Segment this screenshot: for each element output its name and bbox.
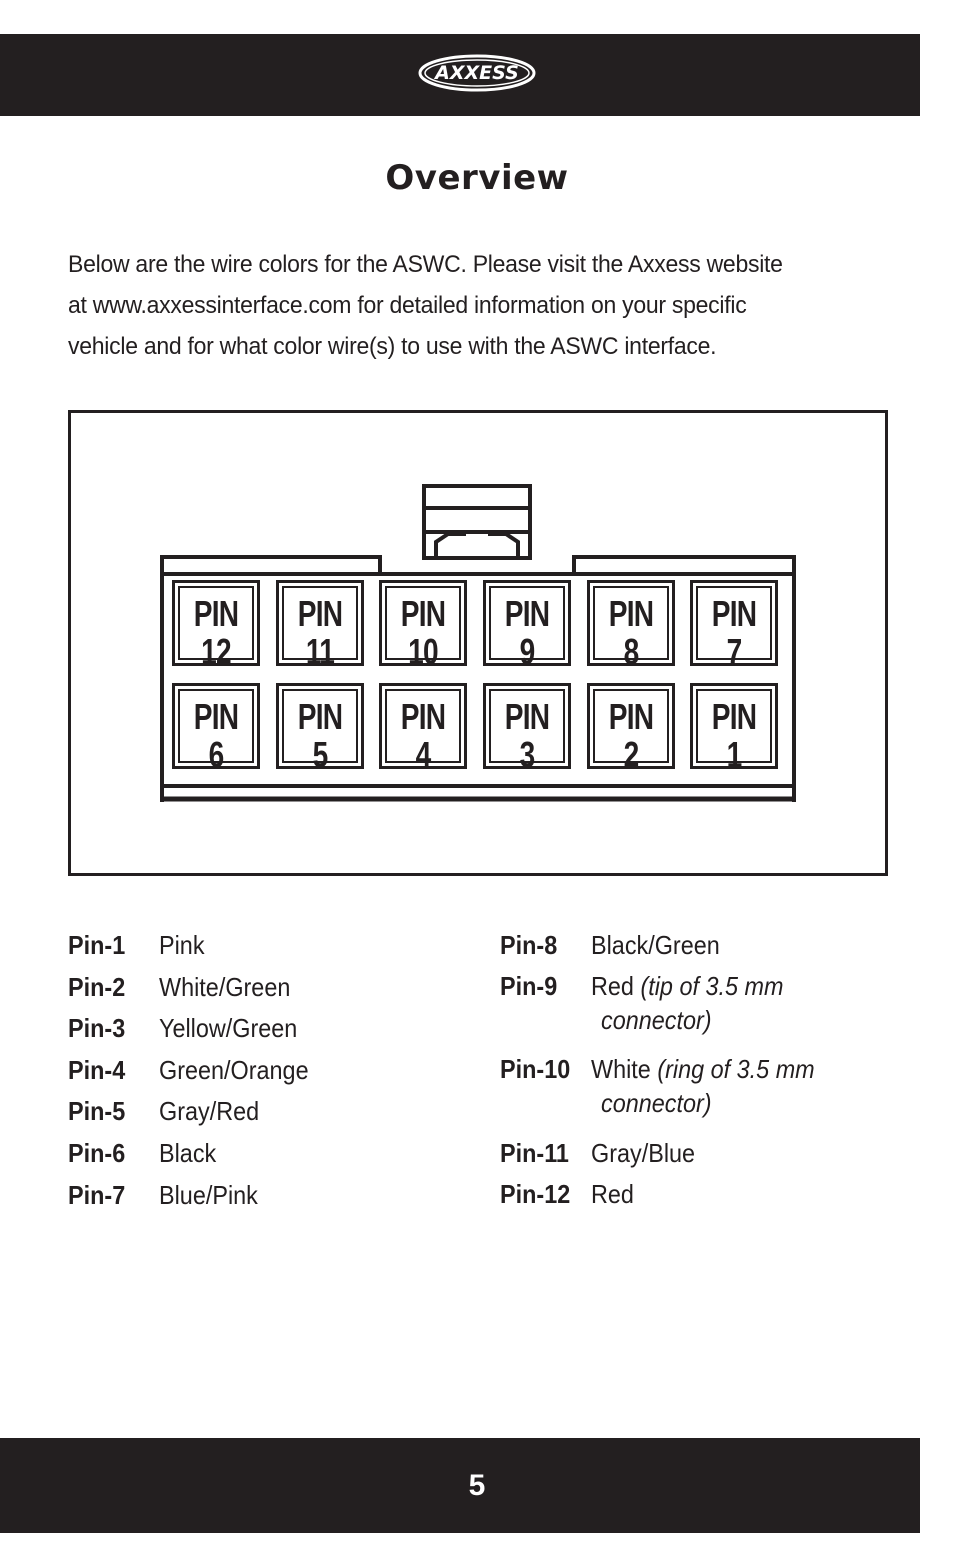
logo-text: AXXESS: [435, 62, 519, 84]
pin-cell: [690, 580, 778, 672]
pin-number: 2: [623, 734, 639, 775]
pin-cell-inner: [178, 689, 254, 775]
pin-number: 8: [623, 631, 639, 672]
pin-color: [591, 971, 783, 1002]
pin-cell-inner: [489, 586, 565, 672]
pin-color-text: Red: [591, 971, 634, 1001]
pin-number: 10: [408, 631, 438, 672]
pin-number: 4: [415, 734, 431, 775]
pin-color-text: White: [591, 1054, 651, 1084]
pin-cell: [379, 683, 467, 775]
pin-note: (tip of 3.5 mm: [640, 971, 784, 1001]
intro-line-2: at www.axxessinterface.com for detailed information on your specific: [68, 292, 747, 319]
pin-cell-inner: [178, 586, 254, 672]
pin-cell-inner: [385, 689, 461, 775]
pin-note-continued: connector): [601, 1005, 712, 1035]
pin-label: Pin-2: [68, 972, 126, 1002]
pin-number: 6: [208, 734, 224, 775]
pin-word: PIN: [504, 696, 550, 737]
pin-word: PIN: [608, 696, 654, 737]
pin-cell-inner: [282, 586, 358, 672]
pin-word: PIN: [297, 696, 343, 737]
pin-color: Pink: [159, 930, 205, 960]
pin-number: 12: [201, 631, 231, 672]
pin-color: Black/Green: [591, 930, 720, 960]
pin-cell: [690, 683, 778, 775]
pin-cell: [276, 580, 364, 672]
pin-cell-inner: [593, 689, 669, 775]
pin-cell: [483, 580, 571, 672]
pin-color: Yellow/Green: [159, 1013, 298, 1043]
pin-cell: [276, 683, 364, 775]
pin-cell: [379, 580, 467, 672]
pin-label: Pin-6: [68, 1138, 126, 1168]
pin-word: PIN: [193, 593, 239, 634]
pin-label: Pin-7: [68, 1180, 126, 1210]
intro-line-3: vehicle and for what color wire(s) to use with the ASWC interface.: [68, 333, 717, 360]
pin-color: Gray/Red: [159, 1096, 260, 1126]
pin-word: PIN: [711, 696, 757, 737]
pin-word: PIN: [400, 593, 446, 634]
pin-list-right: [500, 930, 900, 1230]
page-title: Overview: [385, 158, 569, 198]
pin-word: PIN: [297, 593, 343, 634]
intro-paragraph: [68, 244, 839, 367]
pin-word: PIN: [400, 696, 446, 737]
pin-word: PIN: [504, 593, 550, 634]
footer-bar: [0, 1438, 920, 1533]
pin-cell-inner: [489, 689, 565, 775]
axxess-logo: [417, 53, 537, 93]
pin-color: White/Green: [159, 972, 291, 1002]
pin-label: Pin-5: [68, 1096, 126, 1126]
pin-label: Pin-1: [68, 930, 126, 960]
pin-color: Red: [591, 1179, 634, 1209]
pin-color: Blue/Pink: [159, 1180, 258, 1210]
pin-cell-inner: [696, 689, 772, 775]
pin-color: Gray/Blue: [591, 1138, 696, 1168]
page-number: 5: [468, 1469, 486, 1502]
pin-note-continued: connector): [601, 1088, 712, 1118]
pin-color: Green/Orange: [159, 1055, 309, 1085]
pin-color: [591, 1054, 815, 1085]
pin-word: PIN: [193, 696, 239, 737]
pin-label: Pin-9: [500, 971, 558, 1001]
pin-cell: [483, 683, 571, 775]
pin-number: 11: [305, 631, 335, 672]
intro-line-1: Below are the wire colors for the ASWC. Please visit the Axxess website: [68, 251, 783, 278]
pin-label: Pin-8: [500, 930, 558, 960]
pin-number: 7: [726, 631, 742, 672]
pin-number: 1: [726, 734, 742, 775]
pin-cell-inner: [385, 586, 461, 672]
pin-label: Pin-10: [500, 1054, 571, 1084]
pin-color: Black: [159, 1138, 217, 1168]
pin-number: 5: [312, 734, 328, 775]
pin-note: (ring of 3.5 mm: [657, 1054, 815, 1084]
pin-word: PIN: [711, 593, 757, 634]
pin-cell: [172, 683, 260, 775]
pin-cell-inner: [696, 586, 772, 672]
header-bar: [0, 34, 920, 116]
pin-number: 3: [519, 734, 535, 775]
pin-label: Pin-12: [500, 1179, 571, 1209]
pin-list-left: [68, 930, 488, 1230]
pin-cell-inner: [282, 689, 358, 775]
pin-cell: [587, 683, 675, 775]
pin-label: Pin-11: [500, 1138, 569, 1168]
pin-word: PIN: [608, 593, 654, 634]
pin-label: Pin-4: [68, 1055, 126, 1085]
pin-label: Pin-3: [68, 1013, 126, 1043]
pin-cell-inner: [593, 586, 669, 672]
pin-number: 9: [519, 631, 535, 672]
pin-cell: [587, 580, 675, 672]
pin-cell: [172, 580, 260, 672]
